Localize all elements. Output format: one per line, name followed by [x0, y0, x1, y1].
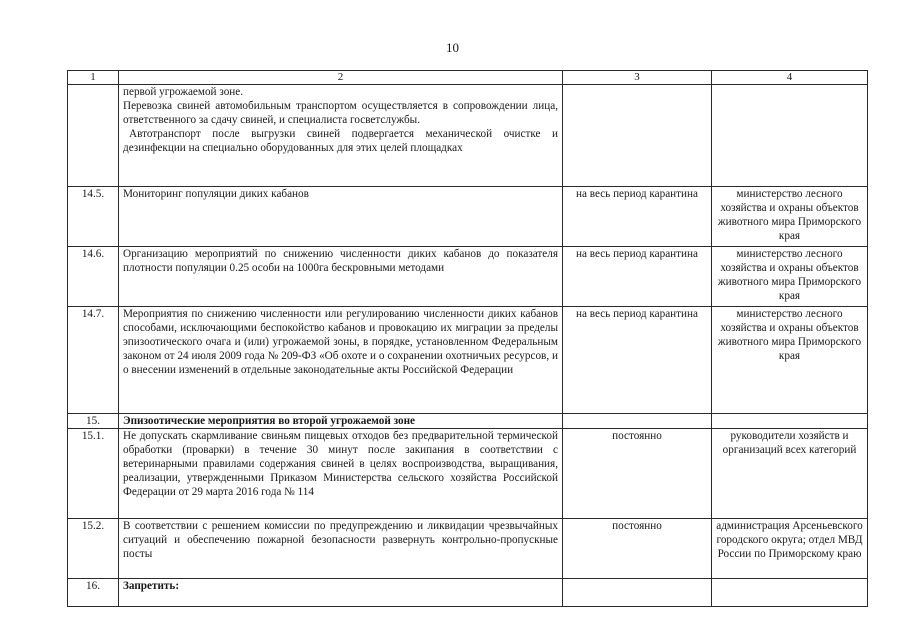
continuation-line: Перевозка свиней автомобильным транспортом осуществляется в сопровождении лица, ответственного за сдачу свиней, и специалиста госветслужбы. — [123, 100, 558, 126]
row-term — [563, 85, 712, 187]
row-term: постоянно — [563, 519, 712, 579]
row-term: на весь период карантина — [563, 187, 712, 247]
table-header-row — [68, 71, 868, 85]
section-row — [68, 579, 868, 607]
row-text: Не допускать скармливание свиньям пищевых отходов без предварительной термической обработки (проварки) в течение 30 минут после закипания в соответствии с ветеринарными правилами содержания свиней в целях воспроизводства, выращивания, реализации, утвержденными Приказом Министерства сельского хозяйства Российской Федерации от 29 марта 2016 года № 114 — [119, 429, 563, 519]
row-term — [563, 579, 712, 607]
row-text: Мониторинг популяции диких кабанов — [119, 187, 563, 247]
row-responsible: министерство лесного хозяйства и охраны объектов животного мира Приморского края — [712, 187, 868, 247]
row-text: В соответствии с решением комиссии по предупреждению и ликвидации чрезвычайных ситуаций и обеспечению пожарной безопасности развернуть контрольно-пропускные посты — [119, 519, 563, 579]
row-responsible — [712, 85, 868, 187]
section-title: Запретить: — [119, 579, 563, 607]
row-number: 14.6. — [68, 247, 119, 307]
section-number: 16. — [68, 579, 119, 607]
row-responsible — [712, 579, 868, 607]
table-row — [68, 519, 868, 579]
row-text: Организацию мероприятий по снижению численности диких кабанов до показателя плотности популяции 0.25 особи на 1000га бескровными методами — [119, 247, 563, 307]
row-responsible — [712, 414, 868, 429]
table-row — [68, 85, 868, 187]
column-header: 4 — [712, 71, 868, 85]
row-responsible: администрация Арсеньевского городского округа; отдел МВД России по Приморскому краю — [712, 519, 868, 579]
row-responsible: министерство лесного хозяйства и охраны объектов животного мира Приморского края — [712, 247, 868, 307]
row-term: на весь период карантина — [563, 307, 712, 414]
table-row — [68, 307, 868, 414]
column-header: 3 — [563, 71, 712, 85]
row-responsible: руководители хозяйств и организаций всех категорий — [712, 429, 868, 519]
section-row — [68, 414, 868, 429]
table-row — [68, 247, 868, 307]
row-text: Мероприятия по снижению численности или регулированию численности диких кабанов способами, исключающими беспокойство кабанов и провокацию их миграции за пределы эпизоотического очага и (или) угрожаемой зоны, в порядке, установленном Федеральным законом от 24 июля 2009 года № 209-ФЗ «Об охоте и о сохранении охотничьих ресурсов, и о внесении изменений в отдельные законодательные акты Российской Федерации — [119, 307, 563, 414]
row-number: 15.2. — [68, 519, 119, 579]
section-number: 15. — [68, 414, 119, 429]
row-responsible: министерство лесного хозяйства и охраны объектов животного мира Приморского края — [712, 307, 868, 414]
table-row — [68, 429, 868, 519]
row-term — [563, 414, 712, 429]
continuation-line: Автотранспорт после выгрузки свиней подвергается механической очистке и дезинфекции на специально оборудованных для этих целей площадках — [123, 128, 558, 154]
row-term: постоянно — [563, 429, 712, 519]
column-header: 2 — [119, 71, 563, 85]
row-number: 15.1. — [68, 429, 119, 519]
row-term: на весь период карантина — [563, 247, 712, 307]
column-header: 1 — [68, 71, 119, 85]
page-number: 10 — [446, 40, 459, 55]
row-number: 14.7. — [68, 307, 119, 414]
row-number: 14.5. — [68, 187, 119, 247]
section-title: Эпизоотические мероприятия во второй угрожаемой зоне — [119, 414, 563, 429]
row-number — [68, 85, 119, 187]
continuation-line: первой угрожаемой зоне. — [123, 86, 244, 98]
row-text — [119, 85, 563, 187]
measures-table — [67, 70, 868, 607]
table-row — [68, 187, 868, 247]
